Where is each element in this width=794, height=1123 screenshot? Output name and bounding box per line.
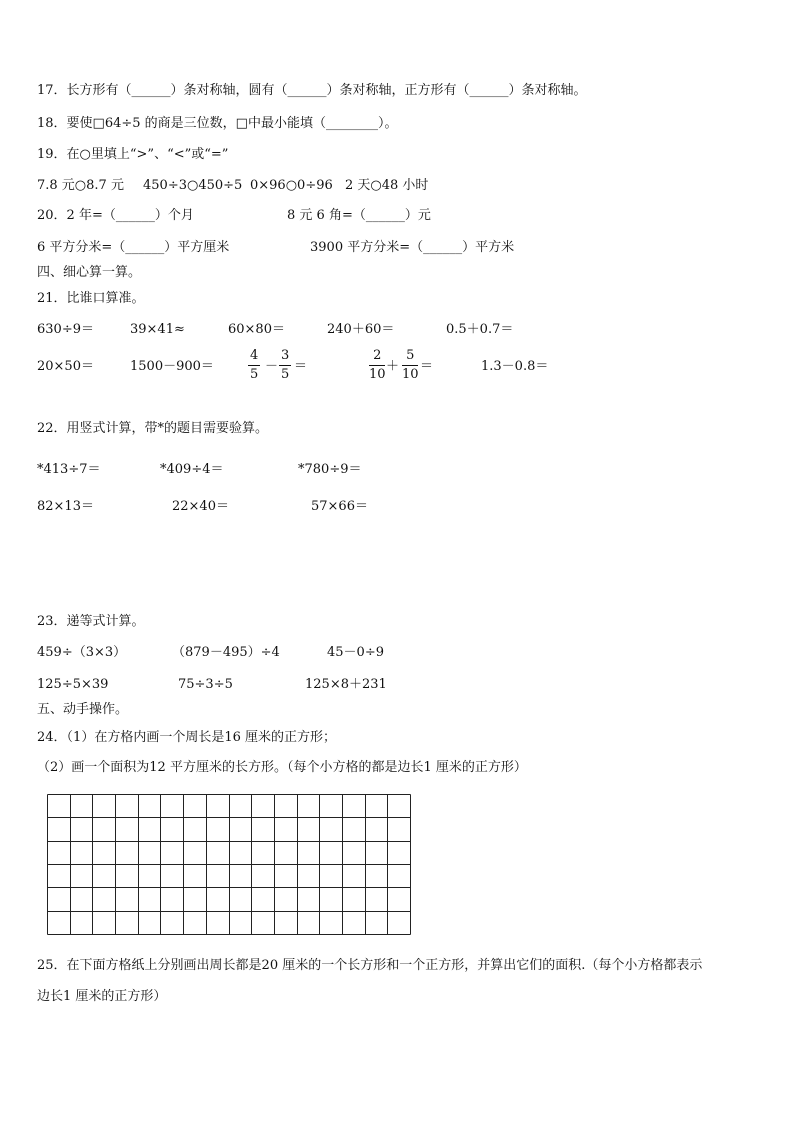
question-23: 23．递等式计算。 <box>37 614 145 629</box>
numerator: 2 <box>373 348 382 363</box>
fraction <box>279 348 291 383</box>
question-25-line-1: 25．在下面方格纸上分别画出周长都是20 厘米的一个长方形和一个正方形，并算出它们的面积.（每个小方格都表示 <box>37 958 703 973</box>
q22-item: 82×13＝ <box>37 499 94 514</box>
q19-item: 7.8 元○8.7 元 <box>37 178 124 193</box>
q21-item: 0.5＋0.7＝ <box>446 322 514 337</box>
equals: ＝ <box>420 359 434 374</box>
q23-item: 125÷5×39 <box>37 677 109 692</box>
equals: ＝ <box>294 359 308 374</box>
section-4-heading: 四、细心算一算。 <box>37 265 142 280</box>
fraction-bar <box>402 365 418 366</box>
question-24-part-2: （2）画一个面积为12 平方厘米的长方形。（每个小方格的都是边长1 厘米的正方形） <box>37 760 527 775</box>
denominator: 5 <box>281 367 290 382</box>
q21-item: 60×80＝ <box>228 322 285 337</box>
denominator: 10 <box>369 367 386 382</box>
denominator: 5 <box>250 367 259 382</box>
fraction <box>400 348 421 383</box>
fraction <box>367 348 388 383</box>
q23-item: 45－0÷9 <box>327 645 384 660</box>
question-18: 18．要使□64÷5 的商是三位数，□中最小能填（________）。 <box>37 116 398 131</box>
q21-item: 1500－900＝ <box>130 359 214 374</box>
numerator: 3 <box>281 348 290 363</box>
numerator: 5 <box>406 348 415 363</box>
q23-item: 75÷3÷5 <box>178 677 233 692</box>
operator: ＋ <box>386 359 400 374</box>
fraction-bar <box>248 365 260 366</box>
q21-item: 1.3－0.8＝ <box>481 359 549 374</box>
q19-item: 0×96○0÷96 <box>250 178 333 193</box>
q22-item: 22×40＝ <box>172 499 229 514</box>
question-21: 21．比谁口算准。 <box>37 291 145 306</box>
q19-item: 450÷3○450÷5 <box>143 178 243 193</box>
q22-item: 57×66＝ <box>311 499 368 514</box>
question-20-b: 8 元 6 角=（______）元 <box>287 208 431 223</box>
q23-item: 459÷（3×3） <box>37 645 127 660</box>
q23-item: 125×8＋231 <box>305 677 387 692</box>
q21-item: 240＋60＝ <box>327 322 395 337</box>
question-19: 19．在○里填上“>”、“<”或“=” <box>37 147 229 162</box>
fraction-bar <box>279 365 291 366</box>
q22-item: *780÷9＝ <box>298 462 362 477</box>
operator: － <box>265 359 279 374</box>
fraction <box>248 348 260 383</box>
q22-item: *413÷7＝ <box>37 462 101 477</box>
q21-item: 20×50＝ <box>37 359 94 374</box>
q23-item: （879－495）÷4 <box>172 645 280 660</box>
question-20-c: 6 平方分米=（______）平方厘米 <box>37 240 230 255</box>
question-24-part-1: 24．（1）在方格内画一个周长是16 厘米的正方形； <box>37 730 336 745</box>
denominator: 10 <box>402 367 419 382</box>
section-5-heading: 五、动手操作。 <box>37 702 129 717</box>
fraction-bar <box>369 365 385 366</box>
question-20-d: 3900 平方分米=（______）平方米 <box>310 240 515 255</box>
square-grid[interactable] <box>47 794 411 935</box>
question-20-a: 20．2 年=（______）个月 <box>37 208 194 223</box>
question-17: 17．长方形有（______）条对称轴，圆有（______）条对称轴，正方形有（______）条对称轴。 <box>37 83 587 98</box>
question-22: 22．用竖式计算，带*的题目需要验算。 <box>37 421 269 436</box>
numerator: 4 <box>250 348 259 363</box>
q21-item: 39×41≈ <box>130 322 185 337</box>
question-25-line-2: 边长1 厘米的正方形） <box>37 989 167 1004</box>
q22-item: *409÷4＝ <box>160 462 224 477</box>
q21-item: 630÷9＝ <box>37 322 94 337</box>
q19-item: 2 天○48 小时 <box>345 178 429 193</box>
